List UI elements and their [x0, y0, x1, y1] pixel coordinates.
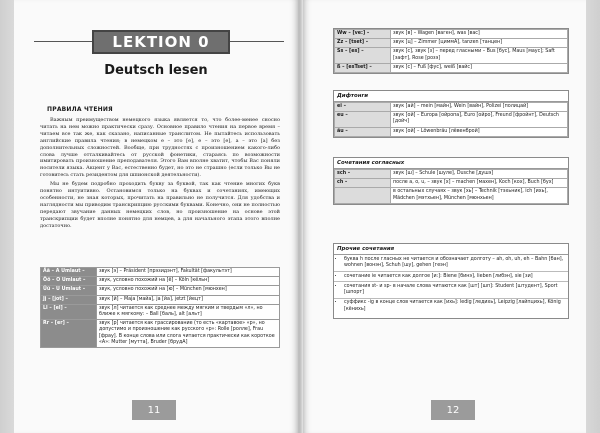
row-value: звук [ой] – Löwenbräu [лёвенброй]	[391, 127, 568, 136]
title-rule-left	[34, 41, 92, 42]
row-value: звук [ой] – Europa [ойропа], Euro [ойро], Freund [фройнт], Deutsch [дойч]	[391, 112, 568, 127]
row-key: Rr – [er] –	[41, 320, 97, 348]
consonants-table	[334, 169, 568, 204]
row-key: Jj – [jot] –	[41, 295, 97, 304]
list-item: • сочетания st- и sp- в начале слова читаются как [шт] [шп]: Student [штудент], Sport [шпорт]	[344, 284, 564, 297]
table-row	[335, 188, 568, 203]
list-item: • сочетание ie читается как долгое [и:]: Biene [бинэ], lieben [либэн], sie [зи]	[344, 274, 564, 280]
row-key: ei –	[335, 103, 391, 112]
table-row	[41, 304, 280, 319]
page-number: 11	[132, 400, 176, 420]
body-text	[40, 117, 280, 232]
row-key: Ää – A Umlaut –	[41, 268, 97, 277]
list-separator	[334, 298, 568, 299]
consonants-block	[333, 157, 569, 205]
table-row	[335, 127, 568, 136]
letters-table-block	[333, 28, 569, 74]
table-row	[41, 320, 280, 348]
page-title: Deutsch lesen	[104, 63, 208, 78]
row-key: äu –	[335, 127, 391, 136]
diphthongs-block	[333, 90, 569, 138]
row-value: звук [ай] – mein [майн], Wein [вайн], Polizei [полицай]	[391, 103, 568, 112]
row-key: Üü – U Umlaut –	[41, 286, 97, 295]
other-combinations-block	[333, 243, 569, 319]
list-separator	[334, 281, 568, 282]
paragraph-2: Мы не будем подробно проходить букву за буквой, так как чтение многих букв понятно интуитивно. Остановимся только на буквах и сочетаниях, имеющих особенности, не зная которых, прочитать на правильно не получится. Для удобства и наглядности мы приводим транскрипцию русскими буквами. Конечно, они не полностью передают звучание данных немецких слов, но произношение на основе этой транскрипции будет вполне понятно для немцев, а для начального этапа этого вполне достаточно.	[40, 181, 280, 229]
title-rule-right	[230, 41, 284, 42]
row-value: звук [р] читается как грассирование (то есть «картавое» «р», но допустимо и произношение как русского «р»: Rolle [ролле], Frau [фрау]. В конце слова или слога читается практически как короткое «А»: Mutter [мутта], Bruder [брудА]	[97, 320, 280, 348]
row-value: звук [ц] – Zimmer [циммА], tanzen [танцен]	[391, 39, 568, 48]
row-value: звук [й] – Maja [майа], ja [йа], jetzt [йецт]	[97, 295, 280, 304]
table-row	[41, 295, 280, 304]
row-value: звук [с], звук [з] – перед гласными – Bus [бус], Maus [маус]; Saft [зафт], Rose [розэ]	[391, 48, 568, 63]
row-value: звук [э] – Präsident [прэзидэнт], Fakultät [факультэт]	[97, 268, 280, 277]
row-key: ß – [esTset] –	[335, 63, 391, 72]
consonants-heading: Сочетания согласных	[334, 158, 568, 169]
row-value: звук [в] – Wagen [ваген], was [вас]	[391, 30, 568, 39]
row-key: sch –	[335, 170, 391, 179]
page-number: 12	[431, 400, 475, 420]
row-value: звук, условно похожий на [ю] – München [мюнхен]	[97, 286, 280, 295]
row-key: Ss – [es] –	[335, 48, 391, 63]
row-key: Ww – [ve:] –	[335, 30, 391, 39]
table-row	[335, 112, 568, 127]
lesson-badge: LEKTION 0	[92, 30, 230, 54]
row-value: звук [л] читается как среднее между мягким и твердым «л», но ближе к мягкому: – Ball [баль], alt [альт]	[97, 304, 280, 319]
row-value: после a, o, u, – звук [х] – machen [махен], Koch [кох], Buch [бух]	[391, 179, 568, 188]
row-value: звук [ш] – Schule [шуле], Dusche [душэ]	[391, 170, 568, 179]
table-row	[41, 268, 280, 277]
row-key: ch –	[335, 179, 391, 188]
right-page	[303, 0, 586, 433]
table-row	[335, 39, 568, 48]
other-combinations-heading: Прочие сочетания	[334, 244, 568, 255]
table-row	[335, 179, 568, 188]
table-row	[335, 170, 568, 179]
section-heading: ПРАВИЛА ЧТЕНИЯ	[47, 106, 113, 113]
letters-table	[334, 29, 568, 73]
row-key: Öö – O Umlaut –	[41, 277, 97, 286]
list-separator	[334, 271, 568, 272]
row-key	[335, 188, 391, 203]
table-row	[41, 277, 280, 286]
table-row	[335, 63, 568, 72]
left-page	[14, 0, 298, 433]
diphthongs-table	[334, 102, 568, 137]
row-key: Ll – [el] –	[41, 304, 97, 319]
table-row	[335, 30, 568, 39]
table-row	[335, 103, 568, 112]
diphthongs-heading: Дифтонги	[334, 91, 568, 102]
row-key: eu –	[335, 112, 391, 127]
umlaut-table	[40, 267, 280, 348]
row-key: Zz – [tset] –	[335, 39, 391, 48]
row-value: в остальных случаях – звук [хь] – Technik [тэхьник], ich [ихь], Mädchen [мэтхьен], München [мюнхьен]	[391, 188, 568, 203]
list-item: • суффикс -ig в конце слов читается как [ихь]: ledig [ледихь], Leipzig [лайпцихь], König [кёнихь]	[344, 300, 564, 313]
list-item: • буква h после гласных не читается и обозначает долготу – ah, oh, uh, eh – Bahn [бан], wohnen [вонэн], Schuh [шу], gehen [геэн]	[344, 257, 564, 270]
table-row	[41, 286, 280, 295]
row-value: звук [с] – Fuß [фус], weiß [вайс]	[391, 63, 568, 72]
table-row	[335, 48, 568, 63]
row-value: звук, условно похожий на [ё] – Köln [кёльн]	[97, 277, 280, 286]
paragraph-1: Важным преимуществом немецкого языка является то, что более-менее сносно читать на нем можно практически сразу. Основное правило чтения на первое время – читаем все так же, как сказано, написанные транслитом. Не пытайтесь использовать английские правила чтения; в немецком е – это [е], е – это [е], а – это [а] без дополнительных сложностей. Вообще, при трудностях с произношением какого-либо слова лучше отталкивайтесь от русской фонетики, стараясь по возможности имитировать произношение преподавателя. Этого Вам вполне хватит, чтобы Вас поняли носители языка. Акцент у Вас, естественно будет, но это не страшно (если только Вы не готовитесь стать резидентом для шпионской деятельности).	[40, 117, 280, 179]
other-combinations-list	[334, 255, 568, 318]
